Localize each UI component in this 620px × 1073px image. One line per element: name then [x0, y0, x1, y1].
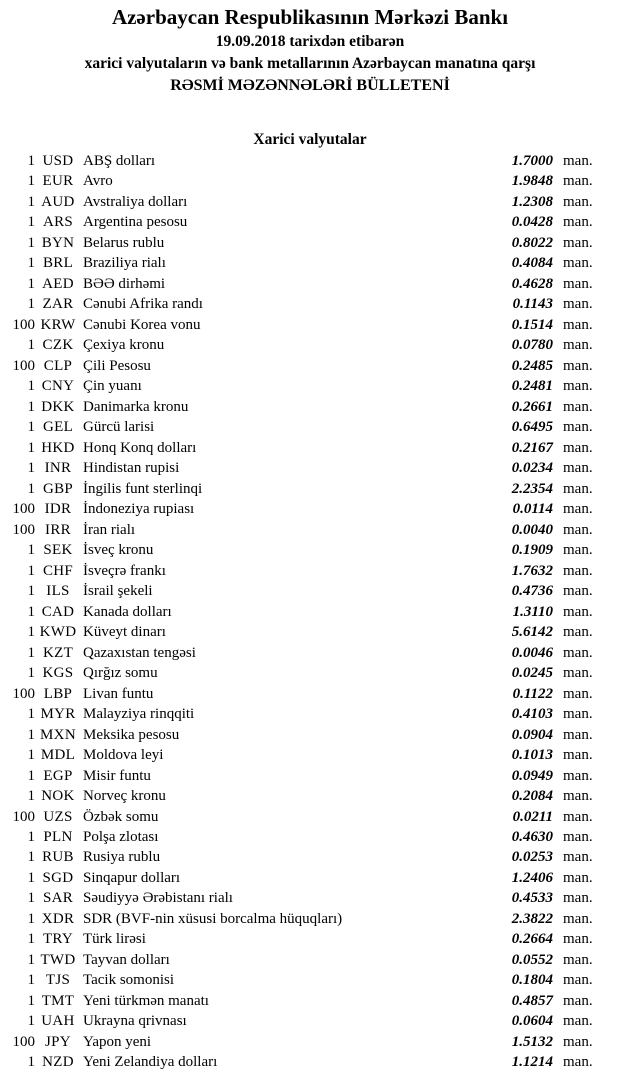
- quantity-value: 100: [12, 501, 35, 518]
- rate-value: 0.0234: [511, 460, 553, 477]
- rate-value: 0.0046: [511, 644, 553, 661]
- quantity-value: 1: [27, 706, 35, 723]
- rate-value: 0.1143: [512, 296, 553, 313]
- currency-code: CLP: [43, 357, 73, 374]
- currency-name: Yeni türkmən manatı: [83, 992, 209, 1009]
- unit-label: man.: [563, 869, 593, 886]
- currency-code: IDR: [44, 501, 72, 518]
- currency-code: CZK: [42, 337, 74, 354]
- currency-code: RUB: [42, 849, 74, 866]
- bank-title: Azərbaycan Respublikasının Mərkəzi Bankı: [111, 5, 509, 29]
- quantity-value: 1: [27, 234, 35, 251]
- rate-value: 0.1514: [511, 316, 553, 333]
- quantity-value: 1: [27, 296, 35, 313]
- quantity-value: 1: [27, 869, 35, 886]
- currency-code: USD: [42, 153, 74, 169]
- currency-code: ILS: [46, 583, 70, 600]
- rate-value: 1.7000: [511, 153, 553, 169]
- rate-value: 0.4736: [511, 583, 553, 600]
- unit-label: man.: [563, 665, 593, 682]
- quantity-value: 1: [27, 153, 35, 169]
- rate-value: 0.0604: [511, 1013, 553, 1030]
- quantity-value: 1: [27, 767, 35, 784]
- rate-value: 0.2167: [511, 439, 553, 456]
- currency-code: KRW: [40, 316, 76, 333]
- unit-label: man.: [563, 153, 593, 169]
- table-row: [0, 970, 620, 990]
- currency-name: SDR (BVF-nin xüsusi borcalma hüquqları): [83, 910, 343, 927]
- table-row: [0, 520, 620, 540]
- table-row: [0, 602, 620, 622]
- table-row: [0, 725, 620, 745]
- quantity-value: 1: [27, 255, 35, 272]
- unit-label: man.: [563, 992, 593, 1009]
- currency-name: Avro: [83, 173, 113, 190]
- table-row: [0, 868, 620, 888]
- table-row: [0, 479, 620, 499]
- table-row: [0, 417, 620, 437]
- table-row: [0, 827, 620, 847]
- unit-label: man.: [563, 644, 593, 661]
- quantity-value: 100: [12, 685, 35, 702]
- currency-code: NZD: [42, 1054, 74, 1071]
- currency-code: GBP: [42, 480, 74, 497]
- table-row: [0, 766, 620, 786]
- unit-label: man.: [563, 357, 593, 374]
- rate-value: 0.2661: [511, 398, 553, 415]
- rate-value: 0.0245: [511, 665, 553, 682]
- quantity-value: 1: [27, 275, 35, 292]
- currency-code: KWD: [39, 624, 77, 641]
- rate-value: 0.1804: [511, 972, 553, 989]
- currency-code: IRR: [45, 521, 71, 538]
- currency-code: SGD: [42, 869, 74, 886]
- currency-name: Özbək somu: [83, 808, 159, 825]
- quantity-value: 1: [27, 890, 35, 907]
- unit-label: man.: [563, 972, 593, 989]
- currency-code: SEK: [43, 542, 73, 559]
- table-row: [0, 684, 620, 704]
- unit-label: man.: [563, 542, 593, 559]
- unit-label: man.: [563, 439, 593, 456]
- currency-name: Qırğız somu: [83, 665, 158, 682]
- table-row: [0, 376, 620, 396]
- quantity-value: 1: [27, 173, 35, 190]
- currency-name: Braziliya rialı: [83, 255, 166, 272]
- quantity-value: 100: [12, 521, 35, 538]
- currency-code: HKD: [41, 439, 75, 456]
- quantity-value: 1: [27, 562, 35, 579]
- rate-value: 0.0949: [511, 767, 553, 784]
- unit-label: man.: [563, 234, 593, 251]
- currency-name: Misir funtu: [83, 767, 151, 784]
- currency-code: XDR: [41, 910, 75, 927]
- currency-code: KGS: [42, 665, 74, 682]
- unit-label: man.: [563, 173, 593, 190]
- unit-label: man.: [563, 685, 593, 702]
- table-row: [0, 561, 620, 581]
- currency-name: Ukrayna qrivnası: [83, 1013, 187, 1030]
- currency-code: MDL: [40, 747, 76, 764]
- currency-code: BRL: [42, 255, 74, 272]
- unit-label: man.: [563, 788, 593, 805]
- quantity-value: 1: [27, 419, 35, 436]
- unit-label: man.: [563, 747, 593, 764]
- quantity-value: 1: [27, 583, 35, 600]
- quantity-value: 1: [27, 828, 35, 845]
- currency-name: Meksika pesosu: [83, 726, 180, 743]
- rate-value: 0.1909: [511, 542, 553, 559]
- currency-name: Çin yuanı: [83, 378, 142, 395]
- currency-name: BƏƏ dirhəmi: [83, 275, 166, 292]
- unit-label: man.: [563, 767, 593, 784]
- rate-value: 1.1214: [511, 1054, 553, 1071]
- unit-label: man.: [563, 849, 593, 866]
- quantity-value: 1: [27, 439, 35, 456]
- table-row: [0, 438, 620, 458]
- bulletin-title: RƏSMİ MƏZƏNNƏLƏRİ BÜLLETENİ: [170, 77, 450, 94]
- unit-label: man.: [563, 808, 593, 825]
- currency-name: İndoneziya rupiası: [83, 501, 195, 518]
- unit-label: man.: [563, 562, 593, 579]
- table-row: [0, 929, 620, 949]
- table-row: [0, 192, 620, 212]
- currency-code: CNY: [41, 378, 75, 395]
- unit-label: man.: [563, 583, 593, 600]
- table-row: [0, 499, 620, 519]
- table-row: [0, 991, 620, 1011]
- unit-label: man.: [563, 726, 593, 743]
- quantity-value: 1: [27, 603, 35, 620]
- unit-label: man.: [563, 378, 593, 395]
- rate-value: 0.0114: [512, 501, 553, 518]
- rate-value: 0.4857: [511, 992, 553, 1009]
- unit-label: man.: [563, 890, 593, 907]
- table-row: [0, 663, 620, 683]
- currency-name: Sinqapur dolları: [83, 869, 181, 886]
- rate-value: 0.0253: [511, 849, 553, 866]
- table-row: [0, 294, 620, 314]
- currency-name: Danimarka kronu: [83, 398, 189, 415]
- unit-label: man.: [563, 910, 593, 927]
- unit-label: man.: [563, 480, 593, 497]
- currency-name: Norveç kronu: [83, 788, 166, 805]
- rate-value: 0.4628: [511, 275, 553, 292]
- rate-value: 0.0211: [512, 808, 553, 825]
- quantity-value: 1: [27, 480, 35, 497]
- quantity-value: 1: [27, 193, 35, 210]
- table-row: [0, 1032, 620, 1052]
- currency-code: ZAR: [42, 296, 74, 313]
- rate-value: 0.0780: [511, 337, 553, 354]
- rate-value: 0.1013: [511, 747, 553, 764]
- table-row: [0, 212, 620, 232]
- table-row: [0, 540, 620, 560]
- currency-name: Yeni Zelandiya dolları: [83, 1054, 218, 1071]
- currency-code: TMT: [41, 992, 75, 1009]
- currency-table: [0, 151, 620, 1073]
- unit-label: man.: [563, 603, 593, 620]
- unit-label: man.: [563, 214, 593, 231]
- table-row: [0, 950, 620, 970]
- quantity-value: 100: [12, 1033, 35, 1050]
- currency-code: CHF: [42, 562, 74, 579]
- unit-label: man.: [563, 624, 593, 641]
- quantity-value: 1: [27, 1013, 35, 1030]
- table-row: [0, 315, 620, 335]
- quantity-value: 1: [27, 972, 35, 989]
- currency-name: Livan funtu: [83, 685, 154, 702]
- unit-label: man.: [563, 1013, 593, 1030]
- currency-code: NOK: [41, 788, 75, 805]
- table-row: [0, 233, 620, 253]
- table-row: [0, 581, 620, 601]
- currency-name: Kanada dolları: [83, 603, 172, 620]
- unit-label: man.: [563, 1054, 593, 1071]
- quantity-value: 1: [27, 624, 35, 641]
- currency-name: Yapon yeni: [83, 1033, 152, 1050]
- quantity-value: 100: [12, 357, 35, 374]
- rate-value: 1.2308: [511, 193, 553, 210]
- rate-value: 1.2406: [511, 869, 553, 886]
- quantity-value: 100: [12, 316, 35, 333]
- rate-value: 0.0040: [511, 521, 553, 538]
- table-row: [0, 356, 620, 376]
- table-row: [0, 704, 620, 724]
- quantity-value: 1: [27, 460, 35, 477]
- currency-code: SAR: [42, 890, 74, 907]
- quantity-value: 1: [27, 910, 35, 927]
- table-row: [0, 847, 620, 867]
- currency-code: JPY: [45, 1033, 71, 1050]
- currency-code: TRY: [42, 931, 74, 948]
- quantity-value: 100: [12, 808, 35, 825]
- currency-name: İngilis funt sterlinqi: [83, 480, 203, 497]
- currency-code: LBP: [43, 685, 73, 702]
- currency-name: Hindistan rupisi: [83, 460, 180, 477]
- table-row: [0, 253, 620, 273]
- currency-name: Qazaxıstan tengəsi: [83, 644, 196, 661]
- unit-label: man.: [563, 951, 593, 968]
- currency-name: Avstraliya dolları: [83, 193, 188, 210]
- currency-name: Səudiyyə Ərəbistanı rialı: [83, 890, 233, 907]
- currency-name: Gürcü larisi: [83, 419, 155, 436]
- unit-label: man.: [563, 1033, 593, 1050]
- table-row: [0, 1011, 620, 1031]
- currency-name: İsveçrə frankı: [83, 562, 166, 579]
- unit-label: man.: [563, 398, 593, 415]
- quantity-value: 1: [27, 931, 35, 948]
- table-row: [0, 151, 620, 171]
- currency-name: Çexiya kronu: [83, 337, 165, 354]
- unit-label: man.: [563, 501, 593, 518]
- rate-value: 0.4084: [511, 255, 553, 272]
- rate-value: 0.0904: [511, 726, 553, 743]
- currency-name: ABŞ dolları: [83, 153, 156, 169]
- quantity-value: 1: [27, 788, 35, 805]
- unit-label: man.: [563, 931, 593, 948]
- unit-label: man.: [563, 419, 593, 436]
- currency-code: KZT: [42, 644, 74, 661]
- currency-name: Çili Pesosu: [83, 357, 151, 374]
- rate-value: 2.3822: [511, 910, 553, 927]
- rate-value: 1.3110: [512, 603, 553, 620]
- currency-code: DKK: [41, 398, 75, 415]
- rate-value: 0.4533: [511, 890, 553, 907]
- subtitle-line: xarici valyutaların və bank metallarının Azərbaycan manatına qarşı: [84, 55, 536, 72]
- currency-name: Malayziya rinqqiti: [83, 706, 195, 723]
- quantity-value: 1: [27, 849, 35, 866]
- quantity-value: 1: [27, 951, 35, 968]
- currency-code: UZS: [43, 808, 73, 825]
- unit-label: man.: [563, 337, 593, 354]
- unit-label: man.: [563, 460, 593, 477]
- table-row: [0, 888, 620, 908]
- rate-value: 0.0552: [511, 951, 553, 968]
- unit-label: man.: [563, 275, 593, 292]
- unit-label: man.: [563, 828, 593, 845]
- currency-name: Polşa zlotası: [83, 828, 159, 845]
- table-row: [0, 643, 620, 663]
- quantity-value: 1: [27, 337, 35, 354]
- rate-value: 2.2354: [511, 480, 553, 497]
- currency-name: Türk lirəsi: [83, 931, 146, 948]
- currency-code: EUR: [42, 173, 74, 190]
- quantity-value: 1: [27, 665, 35, 682]
- currency-name: İsveç kronu: [83, 542, 154, 559]
- rate-value: 0.1122: [512, 685, 553, 702]
- quantity-value: 1: [27, 992, 35, 1009]
- currency-code: AED: [42, 275, 74, 292]
- unit-label: man.: [563, 296, 593, 313]
- currency-name: Belarus rublu: [83, 234, 165, 251]
- rate-value: 0.2664: [511, 931, 553, 948]
- unit-label: man.: [563, 193, 593, 210]
- rate-value: 0.6495: [511, 419, 553, 436]
- currency-code: INR: [44, 460, 72, 477]
- unit-label: man.: [563, 255, 593, 272]
- rate-value: 0.2485: [511, 357, 553, 374]
- rate-value: 1.5132: [511, 1033, 553, 1050]
- table-row: [0, 274, 620, 294]
- currency-name: Rusiya rublu: [83, 849, 161, 866]
- rate-value: 0.4103: [511, 706, 553, 723]
- quantity-value: 1: [27, 644, 35, 661]
- table-row: [0, 171, 620, 191]
- rate-value: 0.4630: [511, 828, 553, 845]
- currency-name: Cənubi Afrika randı: [83, 296, 203, 313]
- unit-label: man.: [563, 706, 593, 723]
- rate-value: 1.9848: [511, 173, 553, 190]
- currency-code: GEL: [42, 419, 74, 436]
- quantity-value: 1: [27, 747, 35, 764]
- quantity-value: 1: [27, 542, 35, 559]
- quantity-value: 1: [27, 398, 35, 415]
- currency-name: Cənubi Korea vonu: [83, 316, 201, 333]
- table-row: [0, 335, 620, 355]
- table-row: [0, 745, 620, 765]
- currency-code: EGP: [43, 767, 73, 784]
- currency-code: TWD: [40, 951, 76, 968]
- currency-code: TJS: [45, 972, 71, 989]
- table-row: [0, 1052, 620, 1072]
- section-title: Xarici valyutalar: [253, 131, 367, 148]
- currency-name: Moldova leyi: [83, 747, 164, 764]
- table-row: [0, 807, 620, 827]
- unit-label: man.: [563, 316, 593, 333]
- currency-code: PLN: [43, 828, 73, 845]
- rate-value: 0.8022: [511, 234, 553, 251]
- currency-name: Küveyt dinarı: [83, 624, 166, 641]
- currency-code: MXN: [40, 726, 76, 743]
- rate-value: 5.6142: [511, 624, 553, 641]
- currency-code: ARS: [42, 214, 74, 231]
- quantity-value: 1: [27, 378, 35, 395]
- currency-name: İran rialı: [83, 521, 136, 538]
- date-line: 19.09.2018 tarixdən etibarən: [215, 33, 405, 50]
- currency-code: AUD: [41, 193, 75, 210]
- rate-value: 1.7632: [511, 562, 553, 579]
- currency-name: Tacik somonisi: [83, 972, 175, 989]
- table-row: [0, 458, 620, 478]
- currency-name: İsrail şekeli: [83, 583, 153, 600]
- quantity-value: 1: [27, 1054, 35, 1071]
- currency-code: MYR: [40, 706, 76, 723]
- unit-label: man.: [563, 521, 593, 538]
- document-header: [0, 0, 620, 97]
- table-row: [0, 786, 620, 806]
- rate-value: 0.0428: [511, 214, 553, 231]
- currency-code: CAD: [41, 603, 75, 620]
- currency-name: Argentina pesosu: [83, 214, 188, 231]
- rate-value: 0.2481: [511, 378, 553, 395]
- quantity-value: 1: [27, 214, 35, 231]
- table-row: [0, 909, 620, 929]
- currency-name: Honq Konq dolları: [83, 439, 197, 456]
- currency-name: Tayvan dolları: [83, 951, 170, 968]
- rate-value: 0.2084: [511, 788, 553, 805]
- currency-code: UAH: [41, 1013, 75, 1030]
- table-row: [0, 397, 620, 417]
- currency-code: BYN: [41, 234, 75, 251]
- table-row: [0, 622, 620, 642]
- quantity-value: 1: [27, 726, 35, 743]
